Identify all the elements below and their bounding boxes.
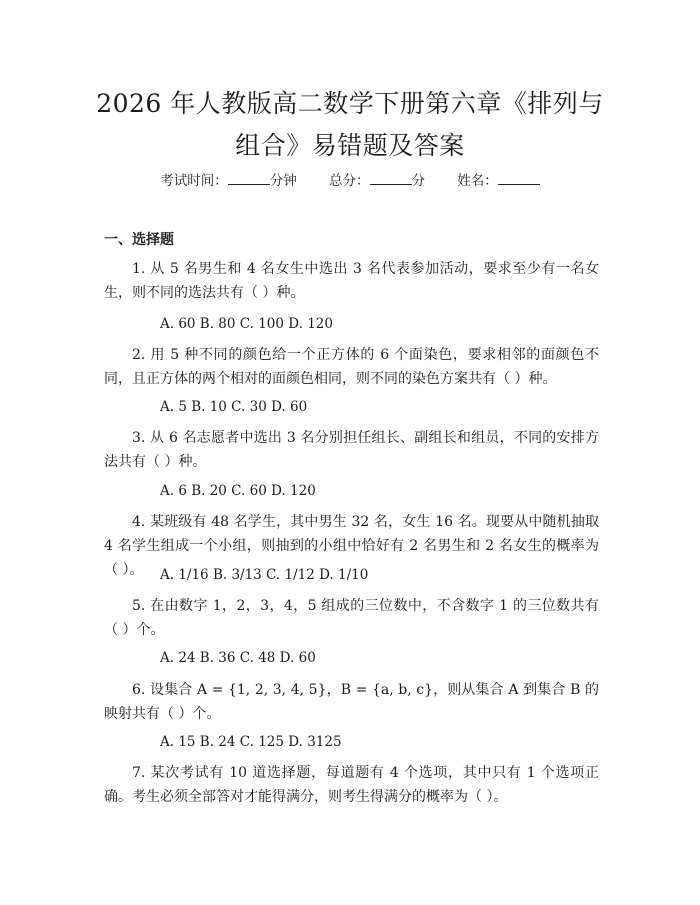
time-label: 考试时间：: [160, 173, 228, 189]
question-2: 2. 用 5 种不同的颜色给一个正方体的 6 个面染色，要求相邻的面颜色不同，且正方体的两个相对的面颜色相同，则不同的染色方案共有（ ）种。: [104, 347, 599, 387]
question-1: 1. 从 5 名男生和 4 名女生中选出 3 名代表参加活动，要求至少有一名女生，则不同的选法共有（ ）种。: [104, 261, 599, 301]
question-7: 7. 某次考试有 10 道选择题，每道题有 4 个选项，其中只有 1 个选项正确。考生必须全部答对才能得满分，则考生得满分的概率为（ ）。: [104, 765, 599, 805]
score-label: 总分：: [329, 173, 370, 189]
score-blank: [370, 172, 412, 185]
score-field: [329, 173, 429, 189]
question-3: 3. 从 6 名志愿者中选出 3 名分别担任组长、副组长和组员，不同的安排方法共有（ ）种。: [104, 430, 599, 470]
time-blank: [228, 172, 270, 185]
question-5-options: A. 24 B. 36 C. 48 D. 60: [160, 650, 316, 666]
title-line-1: 2026 年人教版高二数学下册第六章《排列与: [96, 89, 604, 118]
question-4-options: A. 1/16 B. 3/13 C. 1/12 D. 1/10: [160, 567, 369, 583]
question-5: 5. 在由数字 1，2，3，4，5 组成的三位数中，不含数字 1 的三位数共有（ ）个。: [104, 598, 599, 638]
question-6-options: A. 15 B. 24 C. 125 D. 3125: [160, 734, 342, 750]
section-heading: 一、选择题: [104, 232, 174, 248]
question-1-options: A. 60 B. 80 C. 100 D. 120: [160, 316, 333, 332]
score-unit: 分: [411, 173, 425, 189]
question-4: 4. 某班级有 48 名学生，其中男生 32 名，女生 16 名。现要从中随机抽取 4 名学生组成一个小组，则抽到的小组中恰好有 2 名男生和 2 名女生的概率为（ ）。: [104, 514, 599, 578]
exam-meta: [0, 169, 700, 189]
name-blank: [498, 172, 540, 185]
question-6: 6. 设集合 A = {1, 2, 3, 4, 5}，B = {a, b, c}，则从集合 A 到集合 B 的映射共有（ ）个。: [104, 682, 599, 722]
document-title: [80, 83, 620, 167]
time-field: [160, 173, 301, 189]
title-line-2: 组合》易错题及答案: [235, 131, 465, 160]
question-3-options: A. 6 B. 20 C. 60 D. 120: [160, 483, 316, 499]
time-unit: 分钟: [269, 173, 297, 189]
name-field: [457, 173, 540, 189]
question-2-options: A. 5 B. 10 C. 30 D. 60: [160, 399, 308, 415]
name-label: 姓名：: [457, 173, 498, 189]
